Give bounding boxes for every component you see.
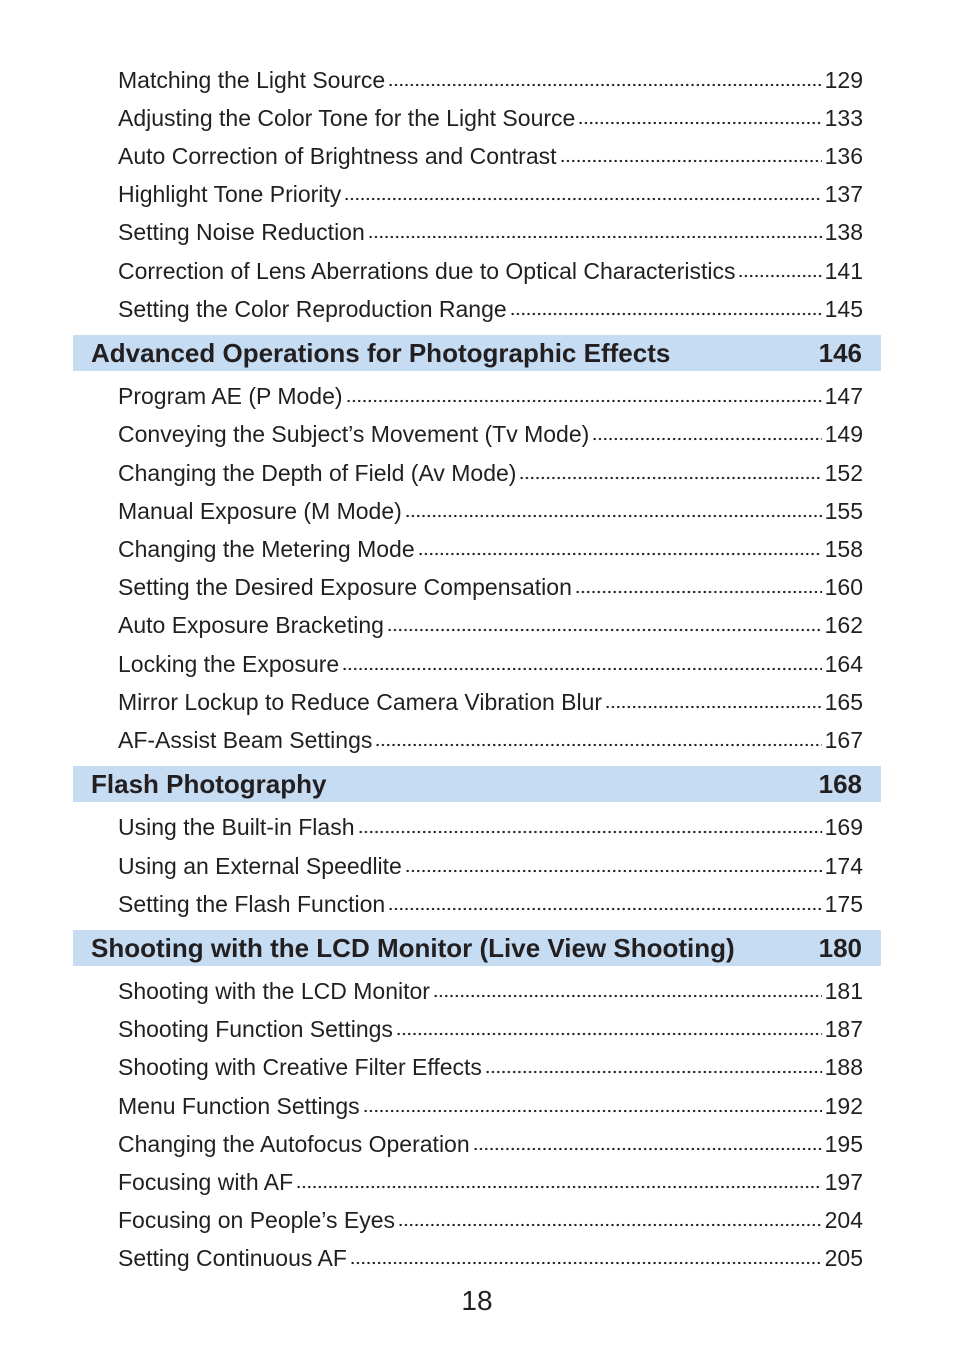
toc-entry-page: 158 (824, 535, 863, 562)
toc-entry-page: 155 (824, 497, 863, 524)
toc-entry-page: 137 (824, 180, 863, 207)
toc-entry[interactable] (118, 1125, 863, 1163)
toc-entry[interactable] (118, 454, 863, 492)
toc-entry-title: Highlight Tone Priority (118, 180, 342, 207)
toc-entry-title: Shooting Function Settings (118, 1015, 393, 1042)
page-number: 18 (461, 1285, 493, 1316)
toc-entry[interactable] (118, 972, 863, 1010)
toc-entry-title: Changing the Autofocus Operation (118, 1130, 470, 1157)
leader-dots (575, 588, 822, 596)
leader-dots (363, 1107, 822, 1115)
toc-entry-title: Menu Function Settings (118, 1092, 360, 1119)
toc-entry-page: 195 (824, 1130, 863, 1157)
leader-dots (346, 397, 822, 405)
toc-entry[interactable] (118, 645, 863, 683)
toc-entry-title: Setting the Flash Function (118, 890, 386, 917)
toc-entry-title: Using the Built-in Flash (118, 813, 355, 840)
leader-dots (510, 310, 822, 318)
leader-dots (519, 474, 821, 482)
toc-entry-page: 165 (824, 688, 863, 715)
toc-entry[interactable] (118, 61, 863, 99)
toc-entry[interactable] (118, 568, 863, 606)
toc-entry-page: 160 (824, 573, 863, 600)
leader-dots (418, 550, 822, 558)
leader-dots (605, 703, 822, 711)
toc-entry-title: Setting Noise Reduction (118, 218, 365, 245)
toc-entry-page: 188 (824, 1053, 863, 1080)
toc-entry-title: Locking the Exposure (118, 650, 340, 677)
toc-entry[interactable] (118, 252, 863, 290)
toc-entry-page: 205 (824, 1244, 863, 1271)
toc-entry-page: 181 (824, 977, 863, 1004)
toc-entry-title: Auto Correction of Brightness and Contrast (118, 142, 557, 169)
toc-entry-title: Focusing with AF (118, 1168, 294, 1195)
toc-entry[interactable] (118, 885, 863, 923)
toc-entry-title: Using an External Speedlite (118, 852, 402, 879)
toc-entry-title: Setting the Color Reproduction Range (118, 295, 507, 322)
toc-entry-title: Shooting with the LCD Monitor (118, 977, 430, 1004)
leader-dots (388, 905, 821, 913)
leader-dots (485, 1068, 822, 1076)
toc-entry[interactable] (118, 99, 863, 137)
toc-entry-page: 129 (824, 66, 863, 93)
toc-entry[interactable] (118, 377, 863, 415)
toc-entry[interactable] (118, 415, 863, 453)
toc-entry[interactable] (118, 721, 863, 759)
toc-entry-page: 141 (824, 257, 863, 284)
toc-entry-page: 197 (824, 1168, 863, 1195)
toc-entry-page: 174 (824, 852, 863, 879)
leader-dots (388, 81, 821, 89)
toc-entry-page: 175 (824, 890, 863, 917)
toc-entry-page: 145 (824, 295, 863, 322)
section-page: 168 (818, 768, 862, 799)
toc-entry-title: Shooting with Creative Filter Effects (118, 1053, 482, 1080)
toc-entry-page: 136 (824, 142, 863, 169)
leader-dots (398, 1221, 822, 1229)
leader-dots (560, 157, 822, 165)
toc-entry[interactable] (118, 1087, 863, 1125)
section-title: Advanced Operations for Photographic Effects (91, 337, 671, 368)
toc-entry-page: 192 (824, 1092, 863, 1119)
toc-entry-page: 147 (824, 382, 863, 409)
leader-dots (358, 828, 822, 836)
toc-entry-title: Auto Exposure Bracketing (118, 611, 384, 638)
toc-entry[interactable] (118, 530, 863, 568)
section-header[interactable] (73, 766, 881, 802)
toc-entry-title: Matching the Light Source (118, 66, 386, 93)
leader-dots (738, 272, 821, 280)
toc-entry-title: Adjusting the Color Tone for the Light Source (118, 104, 576, 131)
toc-entry[interactable] (118, 213, 863, 251)
section-page: 146 (818, 337, 862, 368)
toc-entry-title: Mirror Lockup to Reduce Camera Vibration Blur (118, 688, 603, 715)
toc-entry[interactable] (118, 137, 863, 175)
leader-dots (433, 992, 822, 1000)
toc-entry-page: 152 (824, 459, 863, 486)
leader-dots (344, 195, 821, 203)
leader-dots (375, 741, 821, 749)
toc-entry-page: 187 (824, 1015, 863, 1042)
toc-entry-title: Program AE (P Mode) (118, 382, 343, 409)
section-header[interactable] (73, 335, 881, 371)
section-title: Flash Photography (91, 768, 327, 799)
leader-dots (592, 435, 821, 443)
toc-entry-title: Changing the Metering Mode (118, 535, 415, 562)
toc-entry[interactable] (118, 847, 863, 885)
toc-entry-title: Conveying the Subject’s Movement (Tv Mode) (118, 420, 590, 447)
toc-entry-page: 204 (824, 1206, 863, 1233)
toc-entry-title: AF-Assist Beam Settings (118, 726, 373, 753)
leader-dots (405, 867, 822, 875)
toc-entry-title: Focusing on People’s Eyes (118, 1206, 396, 1233)
toc-entry[interactable] (118, 175, 863, 213)
leader-dots (396, 1030, 822, 1038)
toc-entry-title: Setting the Desired Exposure Compensation (118, 573, 572, 600)
toc-entry-page: 164 (824, 650, 863, 677)
toc-entry-page: 169 (824, 813, 863, 840)
toc-entry-page: 149 (824, 420, 863, 447)
leader-dots (368, 233, 822, 241)
toc-entry-page: 167 (824, 726, 863, 753)
toc-entry-title: Correction of Lens Aberrations due to Optical Characteristics (118, 257, 736, 284)
toc-entry[interactable] (118, 1239, 863, 1277)
section-header[interactable] (73, 930, 881, 966)
toc-entry[interactable] (118, 1201, 863, 1239)
toc-entry-page: 162 (824, 611, 863, 638)
toc-entry[interactable] (118, 1163, 863, 1201)
toc-entry-page: 138 (824, 218, 863, 245)
toc-entry-title: Setting Continuous AF (118, 1244, 347, 1271)
leader-dots (350, 1259, 822, 1267)
toc-entry-title: Changing the Depth of Field (Av Mode) (118, 459, 517, 486)
toc-entry-title: Manual Exposure (M Mode) (118, 497, 402, 524)
toc-entry[interactable] (118, 606, 863, 644)
leader-dots (578, 119, 821, 127)
toc-entry[interactable] (118, 290, 863, 328)
toc-entry[interactable] (118, 683, 863, 721)
leader-dots (296, 1183, 821, 1191)
toc-entry-page: 133 (824, 104, 863, 131)
leader-dots (473, 1145, 822, 1153)
toc-entry[interactable] (118, 1048, 863, 1086)
section-page: 180 (818, 932, 862, 963)
toc-entry[interactable] (118, 1010, 863, 1048)
leader-dots (342, 665, 821, 673)
section-title: Shooting with the LCD Monitor (Live View Shooting) (91, 932, 735, 963)
toc-entry[interactable] (118, 808, 863, 846)
toc-entry[interactable] (118, 492, 863, 530)
leader-dots (405, 512, 822, 520)
leader-dots (387, 626, 822, 634)
